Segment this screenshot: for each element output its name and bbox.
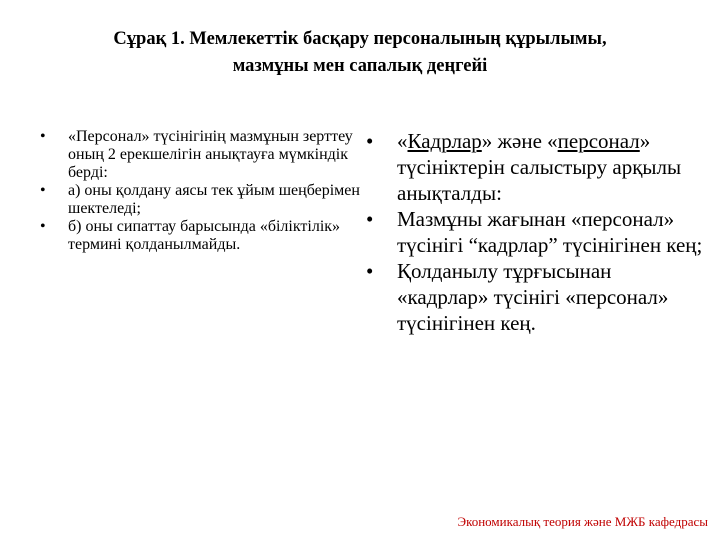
footer-department: Экономикалық теория және МЖБ кафедрасы [457,514,708,529]
right-item-1-rest: » түсініктерін салыстыру арқылы анықталды: [397,129,682,205]
right-bullet-item-3: • Қолданылу тұрғысынан «кадрлар» түсінігі «персонал» түсінігінен кең. [366,258,706,336]
left-bullet-list [40,128,370,254]
quote-open-2: « [547,129,558,153]
right-bullet-list [366,128,706,336]
right-bullet-item-1 [366,128,706,206]
right-bullet-item-2: • Мазмұны жағынан «персонал» түсінігі “кадрлар” түсінігінен кең; [366,206,706,258]
left-bullet-item-3: • б) оны сипаттау барысында «біліктілік» термині қолданылмайды. [40,218,370,254]
slide-title [40,26,680,80]
term-personal: персонал [557,129,640,153]
quote-open-1: « [397,129,408,153]
quote-close-1: » және [481,129,542,153]
left-bullet-item-2: • а) оны қолдану аясы тек ұйым шеңберімен шектеледі; [40,182,370,218]
slide-title-line-2: мазмұны мен сапалық деңгейі [232,56,488,76]
left-bullet-item-1: • «Персонал» түсінігінің мазмұнын зерттеу оның 2 ерекшелігін анықтауға мүмкіндік берді: [40,128,370,182]
slide-title-line-1: Сұрақ 1. Мемлекеттік басқару персоналының құрылымы, [113,29,607,49]
term-kadrlar: Кадрлар [407,129,482,153]
